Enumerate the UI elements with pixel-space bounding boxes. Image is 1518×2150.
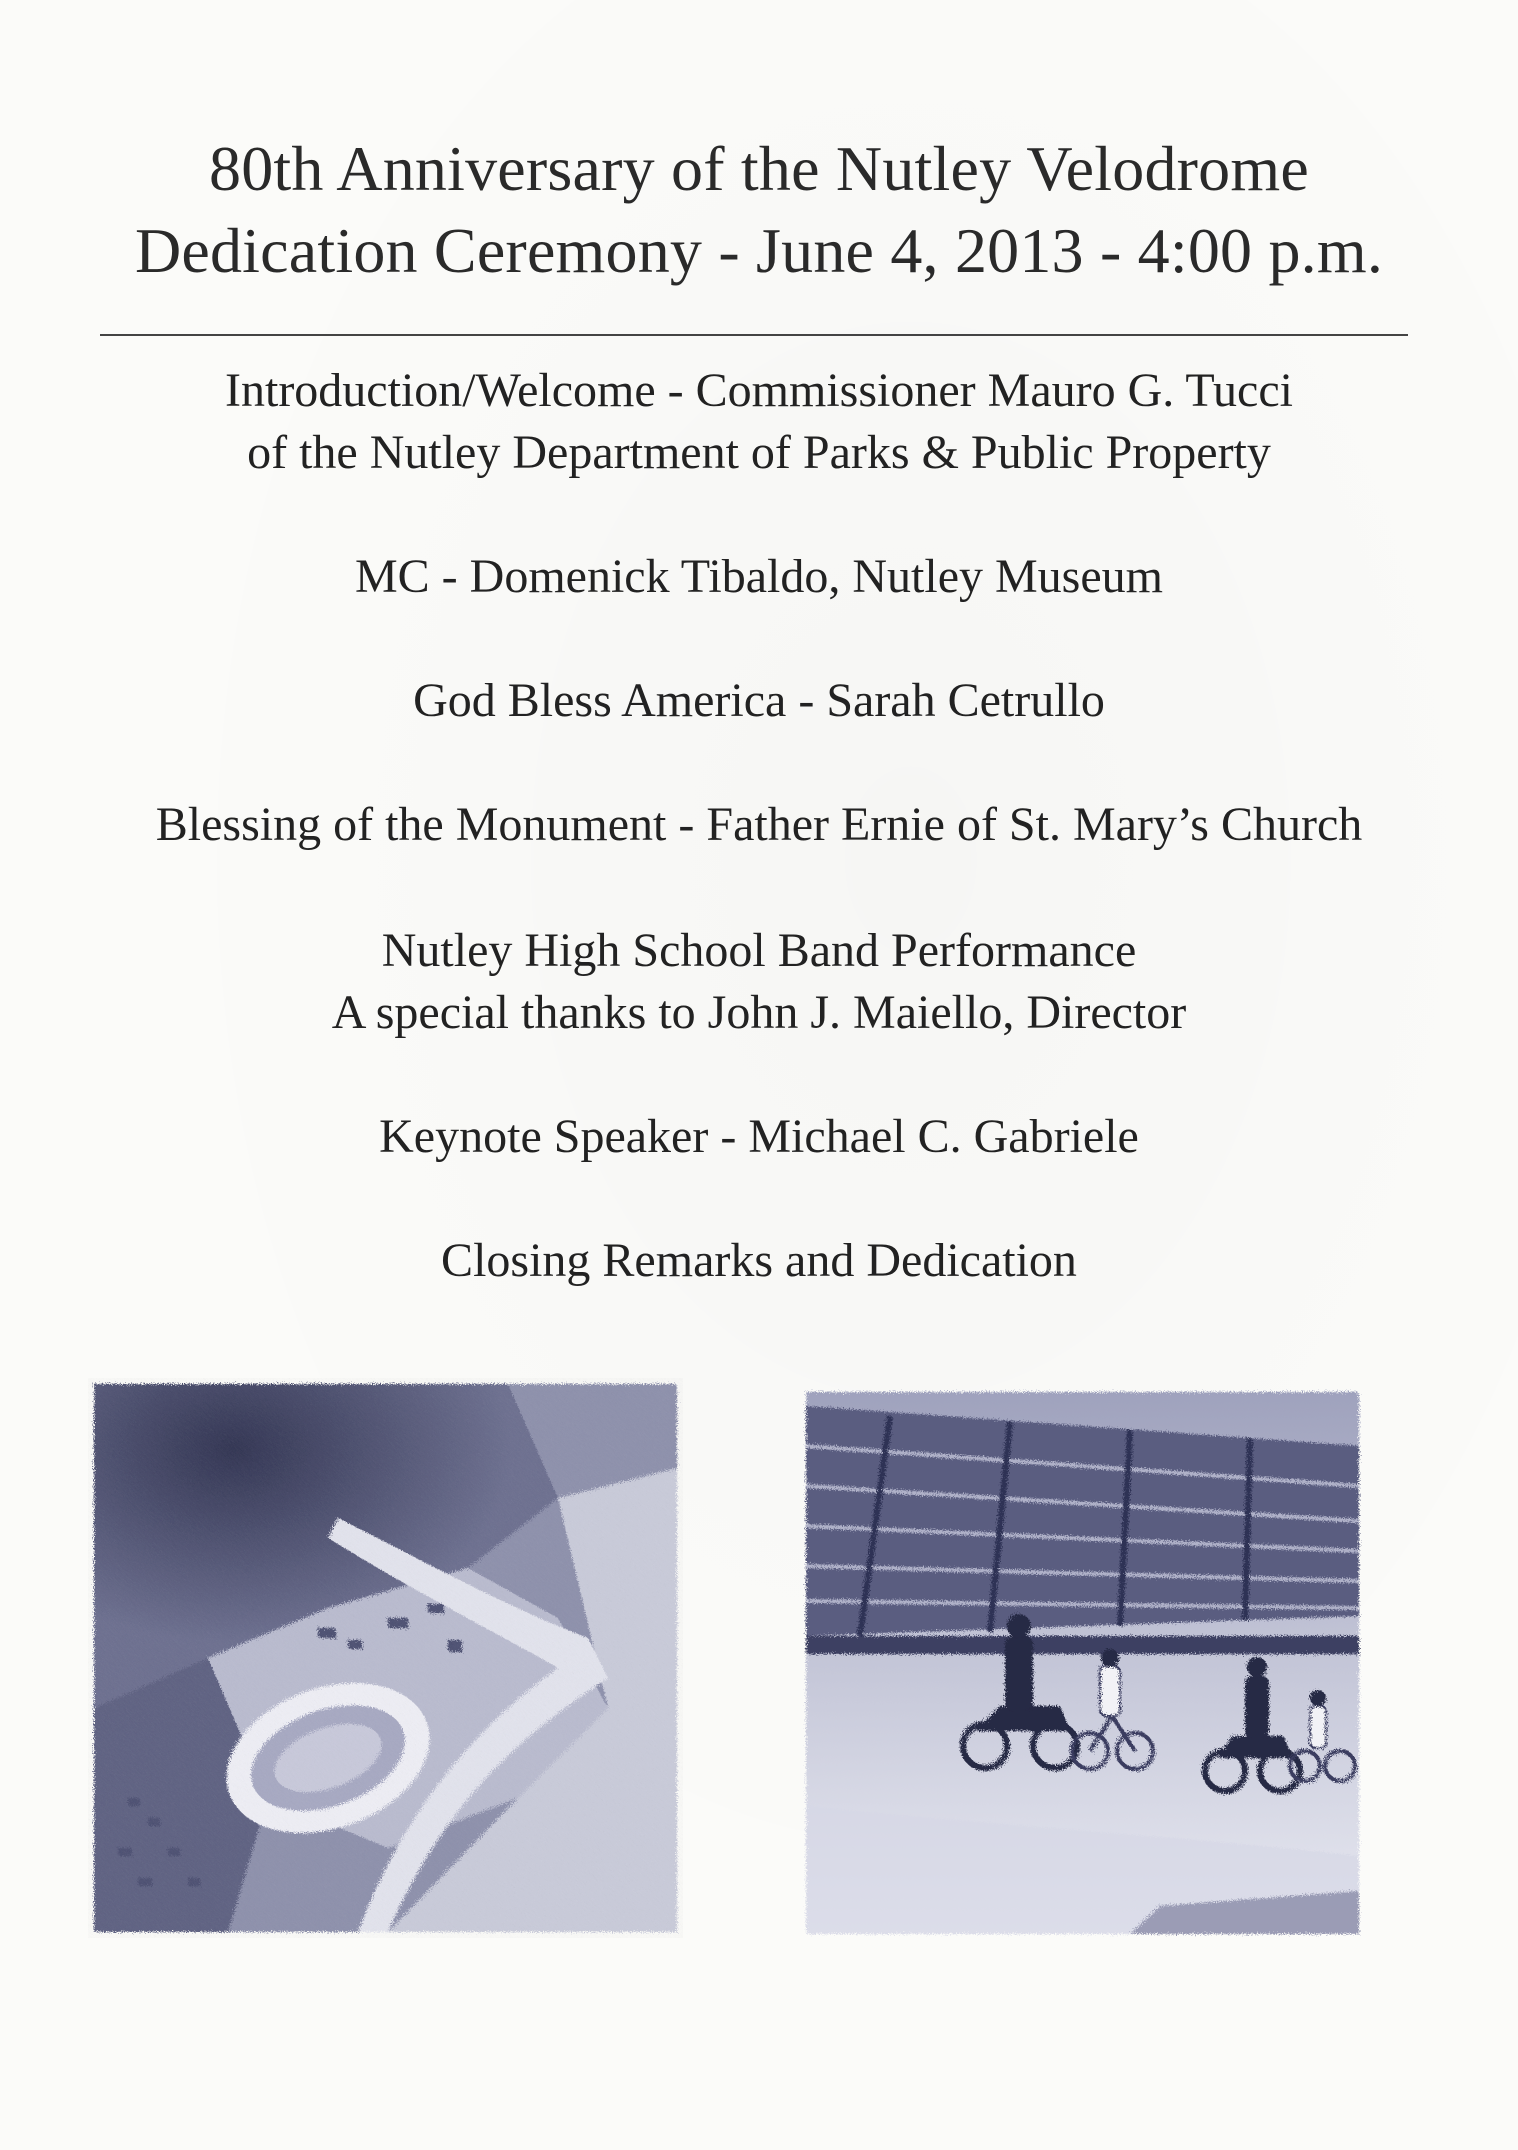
program-item-keynote bbox=[40, 1106, 1478, 1168]
page-title bbox=[80, 128, 1438, 292]
title-line-1: 80th Anniversary of the Nutley Velodrome bbox=[209, 133, 1309, 204]
program-item-line: Blessing of the Monument - Father Ernie of St. Mary’s Church bbox=[155, 798, 1363, 851]
program-item-line: Nutley High School Band Performance bbox=[381, 924, 1137, 977]
title-line-2: Dedication Ceremony - June 4, 2013 - 4:00 p.m. bbox=[134, 215, 1384, 286]
program-item-anthem bbox=[40, 670, 1478, 732]
program-item-line: MC - Domenick Tibaldo, Nutley Museum bbox=[354, 550, 1163, 603]
program-item-blessing bbox=[40, 794, 1478, 856]
program-item-closing bbox=[40, 1230, 1478, 1292]
program-item-line: Introduction/Welcome - Commissioner Mauro G. Tucci bbox=[225, 364, 1293, 417]
program-item-line: Keynote Speaker - Michael C. Gabriele bbox=[379, 1110, 1139, 1163]
program-item-mc bbox=[40, 546, 1478, 608]
program-item-line: Closing Remarks and Dedication bbox=[441, 1234, 1077, 1287]
aerial-velodrome-photo bbox=[88, 1378, 683, 1938]
program-item-introduction bbox=[40, 360, 1478, 484]
program-item-line: A special thanks to John J. Maiello, Director bbox=[331, 986, 1187, 1039]
program-item-line: of the Nutley Department of Parks & Public Property bbox=[247, 426, 1271, 479]
title-divider bbox=[100, 334, 1408, 336]
velodrome-racers-photo bbox=[800, 1386, 1365, 1940]
program-item-band bbox=[40, 920, 1478, 1044]
program-item-line: God Bless America - Sarah Cetrullo bbox=[413, 674, 1105, 727]
